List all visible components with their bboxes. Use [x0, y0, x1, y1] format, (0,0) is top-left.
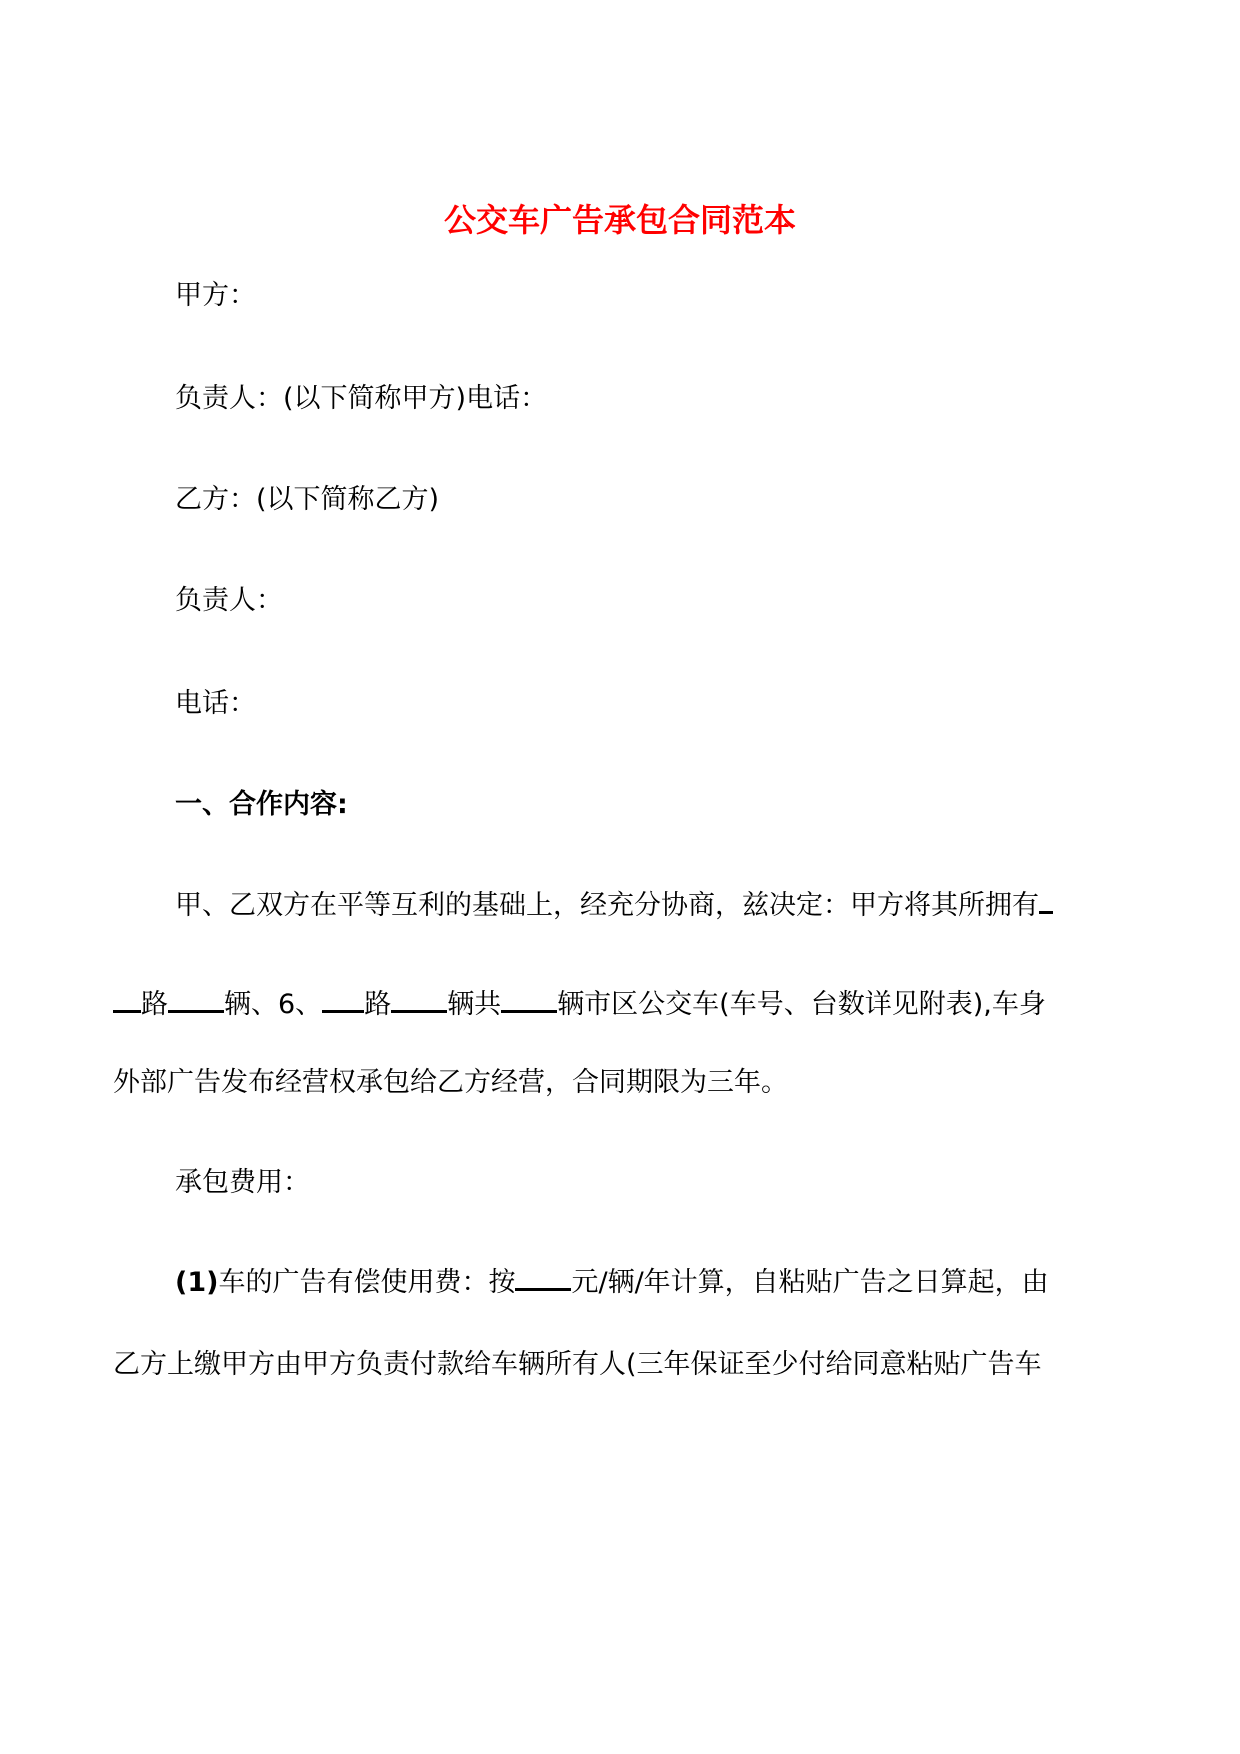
- paragraph-2-text: 车的广告有偿使用费：按: [218, 1267, 516, 1298]
- vehicle-total-text: 辆共: [447, 989, 502, 1020]
- paragraph-1-text: 甲、乙双方在平等互利的基础上，经充分协商，兹决定：甲方将其所拥有: [175, 890, 1039, 921]
- phone-line: 电话：: [175, 688, 256, 719]
- section-heading-cooperation: 一、合作内容:: [175, 789, 348, 820]
- fill-blank: [391, 988, 447, 1013]
- paragraph-2-text-continued: 元/辆/年计算，自粘贴广告之日算起，由: [571, 1267, 1049, 1298]
- fill-blank: [322, 988, 364, 1013]
- item-number: (1): [175, 1267, 219, 1298]
- fill-blank: [168, 988, 224, 1013]
- paragraph-1-tail-text: 辆市区公交车(车号、台数详见附表),车身: [557, 989, 1046, 1020]
- fee-heading: 承包费用：: [175, 1167, 310, 1198]
- road-label: 路: [141, 989, 168, 1020]
- road-label: 路: [364, 989, 392, 1020]
- fill-blank: [501, 988, 557, 1013]
- vehicle-count-text: 辆、6、: [224, 989, 323, 1020]
- fill-blank: [515, 1266, 571, 1291]
- party-a-representative-line: 负责人：(以下简称甲方)电话：: [175, 383, 548, 414]
- document-title: 公交车广告承包合同范本: [443, 201, 796, 239]
- paragraph-1-line-3: 外部广告发布经营权承包给乙方经营，合同期限为三年。: [113, 1067, 788, 1098]
- paragraph-1-line-1: [175, 886, 1053, 926]
- paragraph-2-line-2: 乙方上缴甲方由甲方负责付款给车辆所有人(三年保证至少付给同意粘贴广告车: [113, 1349, 1042, 1380]
- fill-blank: [113, 988, 141, 1013]
- paragraph-1-line-2: [113, 985, 1046, 1025]
- fill-blank: [1039, 889, 1053, 914]
- party-b-representative-line: 负责人：: [175, 585, 283, 616]
- party-b-line: 乙方：(以下简称乙方): [175, 484, 440, 515]
- paragraph-2-line-1: [175, 1263, 1049, 1303]
- party-a-line: 甲方：: [175, 280, 256, 311]
